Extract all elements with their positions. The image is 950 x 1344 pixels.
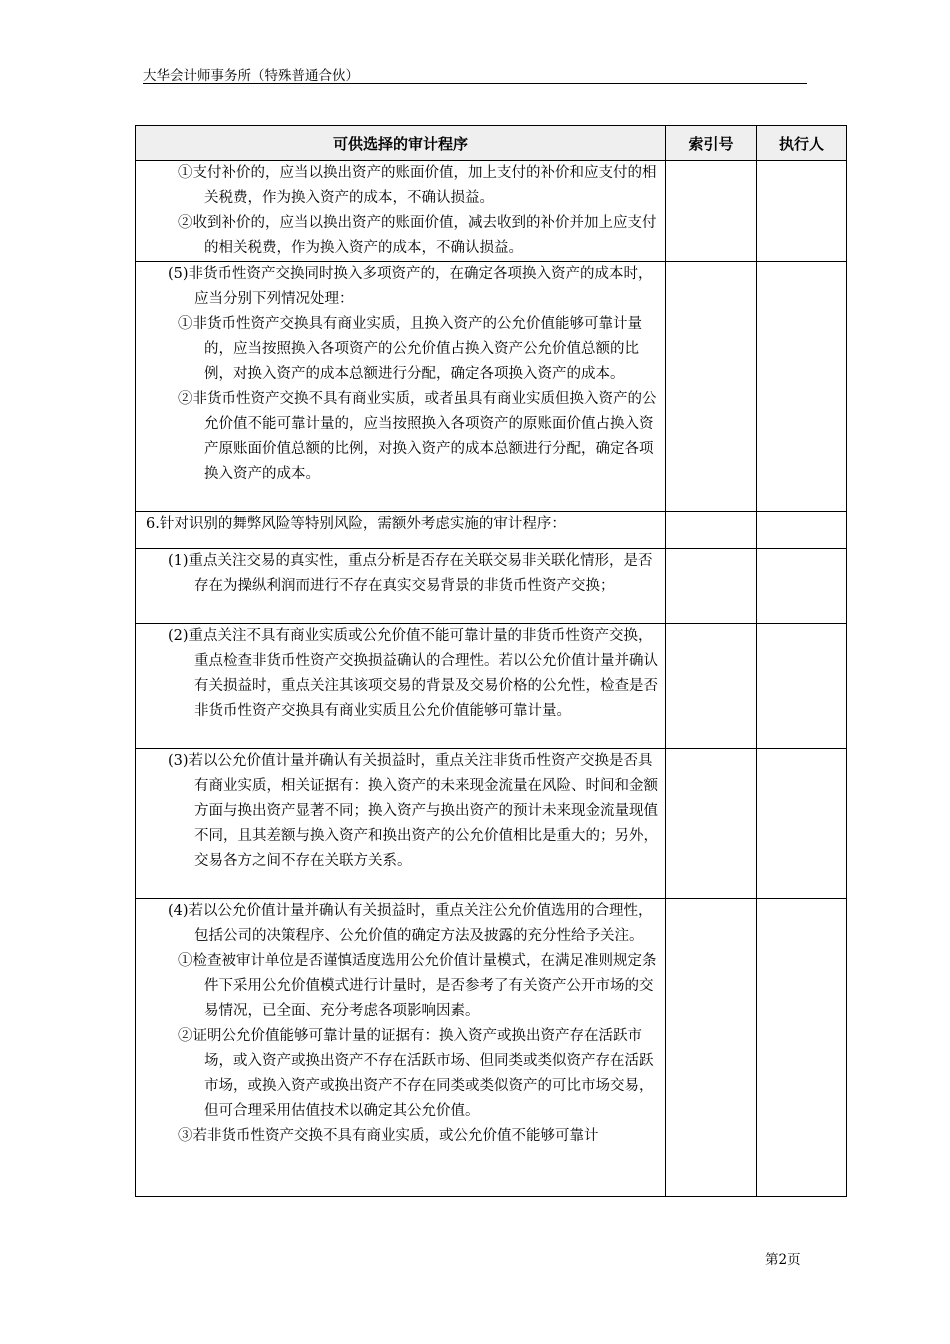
column-header-index: 索引号 — [666, 126, 757, 161]
procedure-cell — [136, 749, 666, 899]
procedure-text — [136, 262, 665, 487]
procedure-cell — [136, 549, 666, 624]
table-row — [136, 262, 847, 512]
procedure-text — [136, 624, 665, 724]
page-number: 第2页 — [765, 1252, 801, 1268]
procedure-cell — [136, 161, 666, 262]
index-cell — [666, 161, 757, 262]
executor-cell — [757, 899, 847, 1197]
procedure-text — [136, 161, 665, 261]
index-cell — [666, 512, 757, 549]
procedure-paragraph: (4)若以公允价值计量并确认有关损益时，重点关注公允价值选用的合理性，包括公司的决策程序、公允价值的确定方法及披露的充分性给予关注。 — [168, 903, 653, 944]
procedure-cell — [136, 262, 666, 512]
firm-name: 大华会计师事务所（特殊普通合伙） — [143, 68, 359, 84]
executor-cell — [757, 549, 847, 624]
procedure-paragraph: ②收到补价的，应当以换出资产的账面价值，减去收到的补价并加上应支付的相关税费，作为换入资产的成本，不确认损益。 — [178, 215, 657, 256]
table-row — [136, 899, 847, 1197]
executor-cell — [757, 624, 847, 749]
executor-cell — [757, 161, 847, 262]
procedure-text — [136, 549, 665, 599]
procedure-cell — [136, 624, 666, 749]
table-row — [136, 161, 847, 262]
procedure-paragraph: (1)重点关注交易的真实性，重点分析是否存在关联交易非关联化情形，是否存在为操纵利润而进行不存在真实交易背景的非货币性资产交换； — [168, 553, 653, 594]
table-row — [136, 624, 847, 749]
column-header-executor: 执行人 — [757, 126, 847, 161]
executor-cell — [757, 512, 847, 549]
procedure-paragraph: ①非货币性资产交换具有商业实质，且换入资产的公允价值能够可靠计量的，应当按照换入各项资产的公允价值占换入资产公允价值总额的比例，对换入资产的成本总额进行分配，确定各项换入资产的成本。 — [178, 316, 642, 382]
table-header-row — [136, 126, 847, 161]
index-cell — [666, 749, 757, 899]
index-cell — [666, 899, 757, 1197]
executor-cell — [757, 262, 847, 512]
table-row — [136, 749, 847, 899]
column-header-procedure: 可供选择的审计程序 — [136, 126, 666, 161]
header-rule — [143, 83, 807, 84]
procedure-cell — [136, 512, 666, 549]
index-cell — [666, 624, 757, 749]
procedure-cell — [136, 899, 666, 1197]
procedure-paragraph: (5)非货币性资产交换同时换入多项资产的，在确定各项换入资产的成本时，应当分别下列情况处理： — [168, 266, 653, 307]
table-row — [136, 512, 847, 549]
executor-cell — [757, 749, 847, 899]
procedure-paragraph: (2)重点关注不具有商业实质或公允价值不能可靠计量的非货币性资产交换，重点检查非货币性资产交换损益确认的合理性。若以公允价值计量并确认有关损益时，重点关注其该项交易的背景及交易价格的公允性，检查是否非货币性资产交换具有商业实质且公允价值能够可靠计量。 — [168, 628, 658, 719]
audit-procedure-table — [135, 125, 847, 1197]
procedure-paragraph: ①支付补价的，应当以换出资产的账面价值，加上支付的补价和应支付的相关税费，作为换入资产的成本，不确认损益。 — [178, 165, 657, 206]
procedure-paragraph: ①检查被审计单位是否谨慎适度选用公允价值计量模式，在满足准则规定条件下采用公允价值模式进行计量时，是否参考了有关资产公开市场的交易情况，已全面、充分考虑各项影响因素。 — [178, 953, 657, 1019]
index-cell — [666, 549, 757, 624]
index-cell — [666, 262, 757, 512]
procedure-text — [136, 749, 665, 874]
procedure-paragraph: ②证明公允价值能够可靠计量的证据有：换入资产或换出资产存在活跃市场，或入资产或换出资产不存在活跃市场、但同类或类似资产存在活跃市场，或换入资产或换出资产不存在同类或类似资产的可比市场交易，但可合理采用估值技术以确定其公允价值。 — [178, 1028, 654, 1119]
procedure-paragraph: (3)若以公允价值计量并确认有关损益时，重点关注非货币性资产交换是否具有商业实质，相关证据有：换入资产的未来现金流量在风险、时间和金额方面与换出资产显著不同；换入资产与换出资产的预计未来现金流量现值不同，且其差额与换入资产和换出资产的公允价值相比是重大的；另外，交易各方之间不存在关联方关系。 — [168, 753, 658, 869]
procedure-text — [136, 899, 665, 1149]
procedure-paragraph: ③若非货币性资产交换不具有商业实质，或公允价值不能够可靠计 — [178, 1128, 599, 1144]
procedure-text — [136, 512, 665, 537]
procedure-paragraph: 6.针对识别的舞弊风险等特别风险，需额外考虑实施的审计程序： — [146, 516, 566, 532]
table-row — [136, 549, 847, 624]
procedure-paragraph: ②非货币性资产交换不具有商业实质，或者虽具有商业实质但换入资产的公允价值不能可靠计量的，应当按照换入各项资产的原账面价值占换入资产原账面价值总额的比例，对换入资产的成本总额进行分配，确定各项换入资产的成本。 — [178, 391, 657, 482]
